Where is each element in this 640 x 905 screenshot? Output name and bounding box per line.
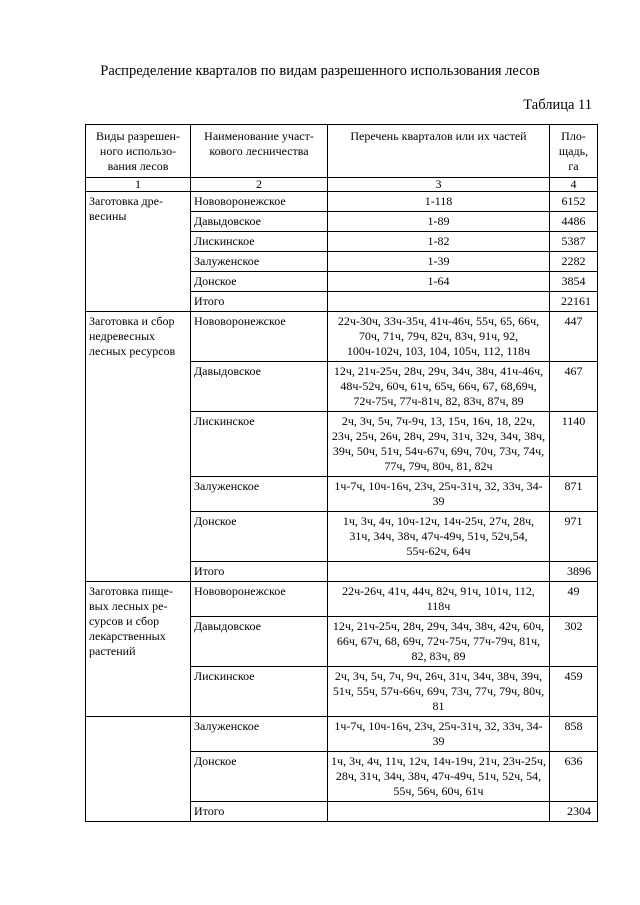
forestry-cell: Итого bbox=[191, 562, 328, 582]
quarters-cell: 1-39 bbox=[328, 252, 550, 272]
area-cell: 2282 bbox=[550, 252, 598, 272]
area-cell: 858 bbox=[550, 717, 598, 752]
forestry-cell: Нововоронежское bbox=[191, 192, 328, 212]
area-cell: 302 bbox=[550, 617, 598, 667]
use-type-cell: Заготовка дре-весины bbox=[86, 192, 191, 312]
forestry-cell: Залуженское bbox=[191, 252, 328, 272]
quarters-cell: 1ч, 3ч, 4ч, 10ч-12ч, 14ч-25ч, 27ч, 28ч, 31ч, 34ч, 38ч, 47ч-49ч, 51ч, 52ч,54, 55ч-62ч, 64ч bbox=[328, 512, 550, 562]
quarters-cell: 1-89 bbox=[328, 212, 550, 232]
column-number: 4 bbox=[550, 178, 598, 192]
table-header-row bbox=[86, 125, 598, 178]
forestry-cell: Нововоронежское bbox=[191, 312, 328, 362]
column-number: 3 bbox=[328, 178, 550, 192]
table-body bbox=[86, 192, 598, 822]
forestry-cell: Лискинское bbox=[191, 667, 328, 717]
header-quarters: Перечень кварталов или их частей bbox=[328, 125, 550, 178]
quarters-cell: 2ч, 3ч, 5ч, 7ч-9ч, 13, 15ч, 16ч, 18, 22ч, 23ч, 25ч, 26ч, 28ч, 29ч, 31ч, 32ч, 34ч, 38ч, 39ч, 50ч, 51ч, 54ч-67ч, 69ч, 70ч, 73ч, 74ч, 77ч, 79ч, 80ч, 81, 82ч bbox=[328, 412, 550, 477]
quarters-cell: 1-118 bbox=[328, 192, 550, 212]
forestry-cell: Итого bbox=[191, 802, 328, 822]
area-cell: 4486 bbox=[550, 212, 598, 232]
quarters-cell: 12ч, 21ч-25ч, 28ч, 29ч, 34ч, 38ч, 42ч, 60ч, 66ч, 67ч, 68, 69ч, 72ч-75ч, 77ч-79ч, 81ч, 82, 83ч, 89 bbox=[328, 617, 550, 667]
use-type-cell: Заготовка и сбор недревесных лесных ресурсов bbox=[86, 312, 191, 582]
quarters-cell: 12ч, 21ч-25ч, 28ч, 29ч, 34ч, 38ч, 41ч-46ч, 48ч-52ч, 60ч, 61ч, 65ч, 66ч, 67, 68,69ч, 72ч-75ч, 77ч-81ч, 82, 83ч, 87ч, 89 bbox=[328, 362, 550, 412]
use-type-cell: Заготовка пище-вых лесных ре-сурсов и сбор лекарственных растений bbox=[86, 582, 191, 717]
table-row bbox=[86, 192, 598, 212]
forestry-cell: Донское bbox=[191, 272, 328, 292]
quarters-cell: 1-64 bbox=[328, 272, 550, 292]
area-cell: 467 bbox=[550, 362, 598, 412]
quarters-cell: 1-82 bbox=[328, 232, 550, 252]
header-forestry: Наименование участ-кового лесничества bbox=[191, 125, 328, 178]
area-cell: 636 bbox=[550, 752, 598, 802]
quarters-cell: 22ч-26ч, 41ч, 44ч, 82ч, 91ч, 101ч, 112, 118ч bbox=[328, 582, 550, 617]
area-cell: 49 bbox=[550, 582, 598, 617]
column-number: 1 bbox=[86, 178, 191, 192]
table-row bbox=[86, 717, 598, 752]
forestry-cell: Нововоронежское bbox=[191, 582, 328, 617]
area-cell: 447 bbox=[550, 312, 598, 362]
table-row bbox=[86, 582, 598, 617]
header-area: Пло-щадь, га bbox=[550, 125, 598, 178]
column-number-row bbox=[86, 178, 598, 192]
area-cell: 871 bbox=[550, 477, 598, 512]
area-cell: 459 bbox=[550, 667, 598, 717]
table-number: Таблица 11 bbox=[523, 97, 592, 113]
quarters-cell bbox=[328, 802, 550, 822]
column-number: 2 bbox=[191, 178, 328, 192]
area-cell: 3854 bbox=[550, 272, 598, 292]
forestry-cell: Донское bbox=[191, 752, 328, 802]
document-title: Распределение кварталов по видам разрешенного использования лесов bbox=[100, 63, 540, 79]
forestry-cell: Давыдовское bbox=[191, 362, 328, 412]
area-cell: 6152 bbox=[550, 192, 598, 212]
quarters-cell: 1ч-7ч, 10ч-16ч, 23ч, 25ч-31ч, 32, 33ч, 34-39 bbox=[328, 717, 550, 752]
forestry-cell: Лискинское bbox=[191, 232, 328, 252]
table-row bbox=[86, 312, 598, 362]
forestry-cell: Лискинское bbox=[191, 412, 328, 477]
quarters-distribution-table bbox=[85, 124, 598, 822]
quarters-cell: 1ч, 3ч, 4ч, 11ч, 12ч, 14ч-19ч, 21ч, 23ч-25ч, 28ч, 31ч, 34ч, 38ч, 47ч-49ч, 51ч, 52ч, 54, 55ч, 56ч, 60ч, 61ч bbox=[328, 752, 550, 802]
forestry-cell: Итого bbox=[191, 292, 328, 312]
forestry-cell: Донское bbox=[191, 512, 328, 562]
area-cell: 971 bbox=[550, 512, 598, 562]
forestry-cell: Давыдовское bbox=[191, 212, 328, 232]
quarters-cell: 1ч-7ч, 10ч-16ч, 23ч, 25ч-31ч, 32, 33ч, 34-39 bbox=[328, 477, 550, 512]
quarters-cell: 2ч, 3ч, 5ч, 7ч, 9ч, 26ч, 31ч, 34ч, 38ч, 39ч, 51ч, 55ч, 57ч-66ч, 69ч, 73ч, 77ч, 79ч, 80ч, 81 bbox=[328, 667, 550, 717]
header-use-type: Виды разрешен-ного использо-вания лесов bbox=[86, 125, 191, 178]
quarters-cell: 22ч-30ч, 33ч-35ч, 41ч-46ч, 55ч, 65, 66ч, 70ч, 71ч, 79ч, 82ч, 83ч, 91ч, 92, 100ч-102ч, 103, 104, 105ч, 112, 118ч bbox=[328, 312, 550, 362]
quarters-cell bbox=[328, 292, 550, 312]
area-cell: 3896 bbox=[550, 562, 598, 582]
area-cell: 1140 bbox=[550, 412, 598, 477]
area-cell: 5387 bbox=[550, 232, 598, 252]
quarters-cell bbox=[328, 562, 550, 582]
empty-use-type-cell bbox=[86, 717, 191, 822]
area-cell: 22161 bbox=[550, 292, 598, 312]
forestry-cell: Давыдовское bbox=[191, 617, 328, 667]
forestry-cell: Залуженское bbox=[191, 717, 328, 752]
forestry-cell: Залуженское bbox=[191, 477, 328, 512]
area-cell: 2304 bbox=[550, 802, 598, 822]
